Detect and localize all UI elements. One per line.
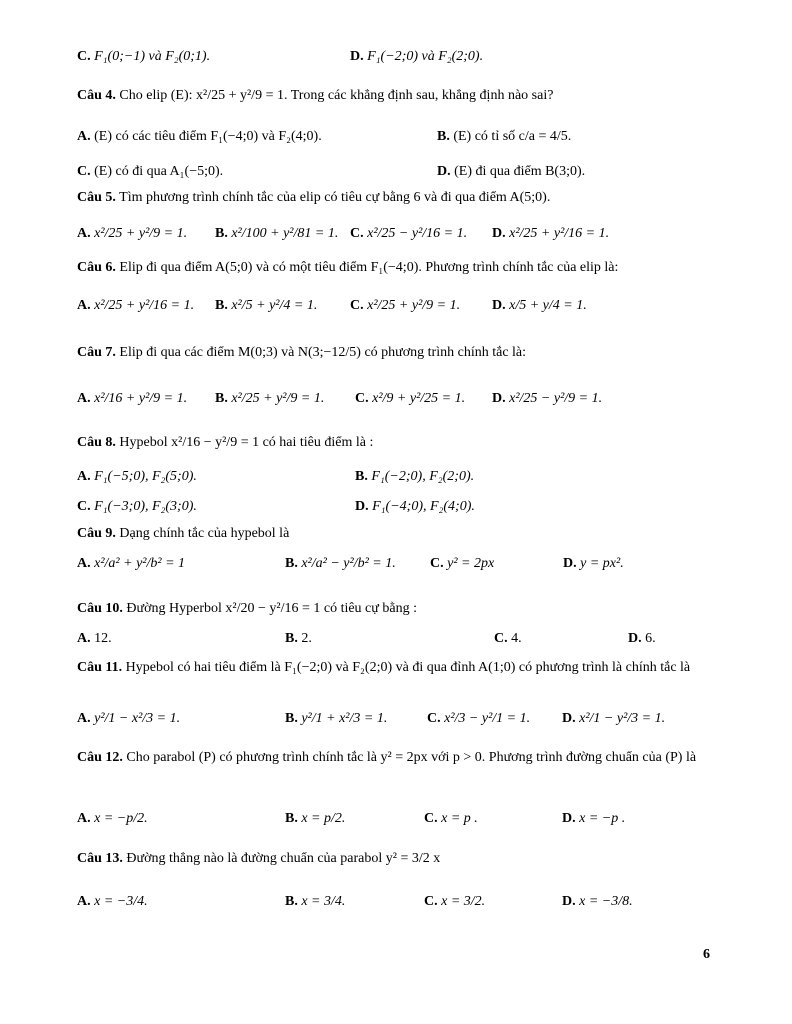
q5-option-d-label: D. <box>492 226 506 241</box>
q9-option-b-text: x²/a² − y²/b² = 1. <box>301 556 396 571</box>
q7-stem <box>77 346 526 360</box>
q6-option-d-text: x/5 + y/4 = 1. <box>509 298 587 313</box>
q12-label: Câu 12. <box>77 750 123 765</box>
q9-option-b <box>285 557 396 571</box>
q12-option-a-label: A. <box>77 811 91 826</box>
q9-option-d <box>563 557 624 571</box>
q11-option-a-text: y²/1 − x²/3 = 1. <box>94 711 181 726</box>
q6-option-a <box>77 299 194 313</box>
q3-option-c <box>77 50 210 64</box>
q10-option-d <box>628 632 656 646</box>
q6-stem <box>77 261 618 275</box>
q10-option-c-label: C. <box>494 631 508 646</box>
q11-option-a <box>77 712 180 726</box>
q3-option-d-label: D. <box>350 49 364 64</box>
q5-option-a <box>77 227 187 241</box>
q12-option-b-text: x = p/2. <box>301 811 346 826</box>
q10-option-d-label: D. <box>628 631 642 646</box>
q10-option-c-text: 4. <box>511 631 522 646</box>
q9-option-d-text: y = px². <box>580 556 624 571</box>
q11-option-d-text: x²/1 − y²/3 = 1. <box>579 711 666 726</box>
q10-option-b-text: 2. <box>301 631 312 646</box>
q11-option-b-label: B. <box>285 711 298 726</box>
q8-stem <box>77 436 373 450</box>
q4-option-d <box>437 165 585 179</box>
q12-option-b-label: B. <box>285 811 298 826</box>
q3-option-d <box>350 50 483 64</box>
q12-option-d-text: x = −p . <box>579 811 626 826</box>
q9-option-d-label: D. <box>563 556 577 571</box>
q12-stem <box>77 743 717 773</box>
q10-option-a <box>77 632 112 646</box>
q6-label: Câu 6. <box>77 260 116 275</box>
q8-option-a <box>77 470 197 484</box>
q11-option-c <box>427 712 530 726</box>
q13-option-b <box>285 895 345 909</box>
q11-option-a-label: A. <box>77 711 91 726</box>
q5-option-c-label: C. <box>350 226 364 241</box>
q9-label: Câu 9. <box>77 526 116 541</box>
q5-option-c <box>350 227 467 241</box>
q6-stem-text: Elip đi qua điểm A(5;0) và có một tiêu điểm F₁(−4;0). Phương trình chính tắc của elip là: <box>119 260 619 275</box>
q10-option-b <box>285 632 312 646</box>
q4-option-c-text: (E) có đi qua A₁(−5;0). <box>94 164 224 179</box>
q9-option-c <box>430 557 494 571</box>
q13-option-a-text: x = −3/4. <box>94 894 148 909</box>
q5-option-d <box>492 227 609 241</box>
q5-option-b-text: x²/100 + y²/81 = 1. <box>231 226 339 241</box>
q13-stem <box>77 852 440 866</box>
q6-option-d <box>492 299 587 313</box>
q12-option-c-label: C. <box>424 811 438 826</box>
q10-stem <box>77 602 417 616</box>
q13-option-c-label: C. <box>424 894 438 909</box>
q11-stem-text: Hypebol có hai tiêu điểm là F₁(−2;0) và F₂(2;0) và đi qua đỉnh A(1;0) có phương trình là chính tắc là <box>125 660 691 675</box>
q6-option-c <box>350 299 460 313</box>
q8-option-a-label: A. <box>77 469 91 484</box>
q9-stem-text: Dạng chính tắc của hypebol là <box>119 526 290 541</box>
q13-option-d-label: D. <box>562 894 576 909</box>
q6-option-d-label: D. <box>492 298 506 313</box>
q11-stem <box>77 655 717 680</box>
q13-option-d <box>562 895 633 909</box>
q8-option-b <box>355 470 474 484</box>
q5-option-b <box>215 227 338 241</box>
q4-label: Câu 4. <box>77 88 116 103</box>
q8-option-d <box>355 500 475 514</box>
q8-option-c-label: C. <box>77 499 91 514</box>
q11-label: Câu 11. <box>77 660 123 675</box>
q10-option-a-label: A. <box>77 631 91 646</box>
q9-option-b-label: B. <box>285 556 298 571</box>
q13-option-d-text: x = −3/8. <box>579 894 633 909</box>
q7-option-b <box>215 392 324 406</box>
q9-stem <box>77 527 289 541</box>
q3-option-c-text: F₁(0;−1) và F₂(0;1). <box>94 49 211 64</box>
q5-option-a-label: A. <box>77 226 91 241</box>
q7-option-c-label: C. <box>355 391 369 406</box>
q12-option-c-text: x = p . <box>441 811 478 826</box>
q8-option-b-label: B. <box>355 469 368 484</box>
q6-option-a-text: x²/25 + y²/16 = 1. <box>94 298 195 313</box>
q4-option-b-label: B. <box>437 129 450 144</box>
q11-option-c-label: C. <box>427 711 441 726</box>
q7-label: Câu 7. <box>77 345 116 360</box>
q6-option-c-text: x²/25 + y²/9 = 1. <box>367 298 461 313</box>
q3-option-d-text: F₁(−2;0) và F₂(2;0). <box>367 49 484 64</box>
q7-option-a <box>77 392 187 406</box>
q3-option-c-label: C. <box>77 49 91 64</box>
q4-option-c <box>77 165 223 179</box>
q8-option-d-label: D. <box>355 499 369 514</box>
q4-option-a-text: (E) có các tiêu điểm F₁(−4;0) và F₂(4;0). <box>94 129 322 144</box>
q10-option-d-text: 6. <box>645 631 656 646</box>
q7-option-c <box>355 392 465 406</box>
q12-option-d-label: D. <box>562 811 576 826</box>
q9-option-a-text: x²/a² + y²/b² = 1 <box>94 556 186 571</box>
q9-option-a-label: A. <box>77 556 91 571</box>
q7-option-a-text: x²/16 + y²/9 = 1. <box>94 391 188 406</box>
q4-option-a <box>77 130 322 144</box>
q5-option-a-text: x²/25 + y²/9 = 1. <box>94 226 188 241</box>
q13-stem-text: Đường thẳng nào là đường chuẩn của parabol y² = 3/2 x <box>126 851 441 866</box>
q9-option-c-text: y² = 2px <box>447 556 495 571</box>
q10-stem-text: Đường Hyperbol x²/20 − y²/16 = 1 có tiêu cự bằng : <box>126 601 417 616</box>
q4-option-b <box>437 130 571 144</box>
q9-option-a <box>77 557 185 571</box>
q5-option-b-label: B. <box>215 226 228 241</box>
q12-option-b <box>285 812 345 826</box>
q13-option-a-label: A. <box>77 894 91 909</box>
q7-option-d-label: D. <box>492 391 506 406</box>
q7-option-d-text: x²/25 − y²/9 = 1. <box>509 391 603 406</box>
q13-option-c-text: x = 3/2. <box>441 894 486 909</box>
q13-option-b-label: B. <box>285 894 298 909</box>
q10-option-b-label: B. <box>285 631 298 646</box>
q5-label: Câu 5. <box>77 190 116 205</box>
q4-option-b-text: (E) có tỉ số c/a = 4/5. <box>453 129 572 144</box>
q4-option-d-text: (E) đi qua điểm B(3;0). <box>454 164 586 179</box>
q11-option-b-text: y²/1 + x²/3 = 1. <box>301 711 388 726</box>
q8-stem-text: Hypebol x²/16 − y²/9 = 1 có hai tiêu điểm là : <box>119 435 374 450</box>
q8-option-a-text: F₁(−5;0), F₂(5;0). <box>94 469 197 484</box>
q13-option-b-text: x = 3/4. <box>301 894 346 909</box>
q7-option-a-label: A. <box>77 391 91 406</box>
q8-label: Câu 8. <box>77 435 116 450</box>
q4-stem <box>77 89 553 103</box>
q12-stem-text: Cho parabol (P) có phương trình chính tắc là y² = 2px với p > 0. Phương trình đường chuẩn của (P) là <box>126 750 697 765</box>
q10-option-a-text: 12. <box>94 631 112 646</box>
q4-option-d-label: D. <box>437 164 451 179</box>
q12-option-a-text: x = −p/2. <box>94 811 148 826</box>
q6-option-b <box>215 299 317 313</box>
q5-stem <box>77 191 550 205</box>
q6-option-b-label: B. <box>215 298 228 313</box>
q12-option-c <box>424 812 478 826</box>
q4-stem-text: Cho elip (E): x²/25 + y²/9 = 1. Trong các khẳng định sau, khẳng định nào sai? <box>119 88 554 103</box>
q4-option-a-label: A. <box>77 129 91 144</box>
q8-option-c-text: F₁(−3;0), F₂(3;0). <box>94 499 197 514</box>
q9-option-c-label: C. <box>430 556 444 571</box>
q7-option-c-text: x²/9 + y²/25 = 1. <box>372 391 466 406</box>
q5-option-c-text: x²/25 − y²/16 = 1. <box>367 226 468 241</box>
q7-stem-text: Elip đi qua các điểm M(0;3) và N(3;−12/5) có phương trình chính tắc là: <box>119 345 527 360</box>
q13-option-a <box>77 895 148 909</box>
q5-option-d-text: x²/25 + y²/16 = 1. <box>509 226 610 241</box>
q11-option-d <box>562 712 665 726</box>
q6-option-c-label: C. <box>350 298 364 313</box>
q10-option-c <box>494 632 522 646</box>
q13-label: Câu 13. <box>77 851 123 866</box>
q8-option-b-text: F₁(−2;0), F₂(2;0). <box>371 469 475 484</box>
q13-option-c <box>424 895 485 909</box>
q7-option-d <box>492 392 602 406</box>
q5-stem-text: Tìm phương trình chính tắc của elip có tiêu cự bằng 6 và đi qua điểm A(5;0). <box>119 190 551 205</box>
q4-option-c-label: C. <box>77 164 91 179</box>
q11-option-b <box>285 712 387 726</box>
q11-option-c-text: x²/3 − y²/1 = 1. <box>444 711 531 726</box>
q7-option-b-label: B. <box>215 391 228 406</box>
q8-option-d-text: F₁(−4;0), F₂(4;0). <box>372 499 475 514</box>
page-number: 6 <box>703 947 710 962</box>
q12-option-d <box>562 812 625 826</box>
q6-option-a-label: A. <box>77 298 91 313</box>
q10-label: Câu 10. <box>77 601 123 616</box>
q6-option-b-text: x²/5 + y²/4 = 1. <box>231 298 318 313</box>
q11-option-d-label: D. <box>562 711 576 726</box>
q7-option-b-text: x²/25 + y²/9 = 1. <box>231 391 325 406</box>
q8-option-c <box>77 500 197 514</box>
q12-option-a <box>77 812 148 826</box>
